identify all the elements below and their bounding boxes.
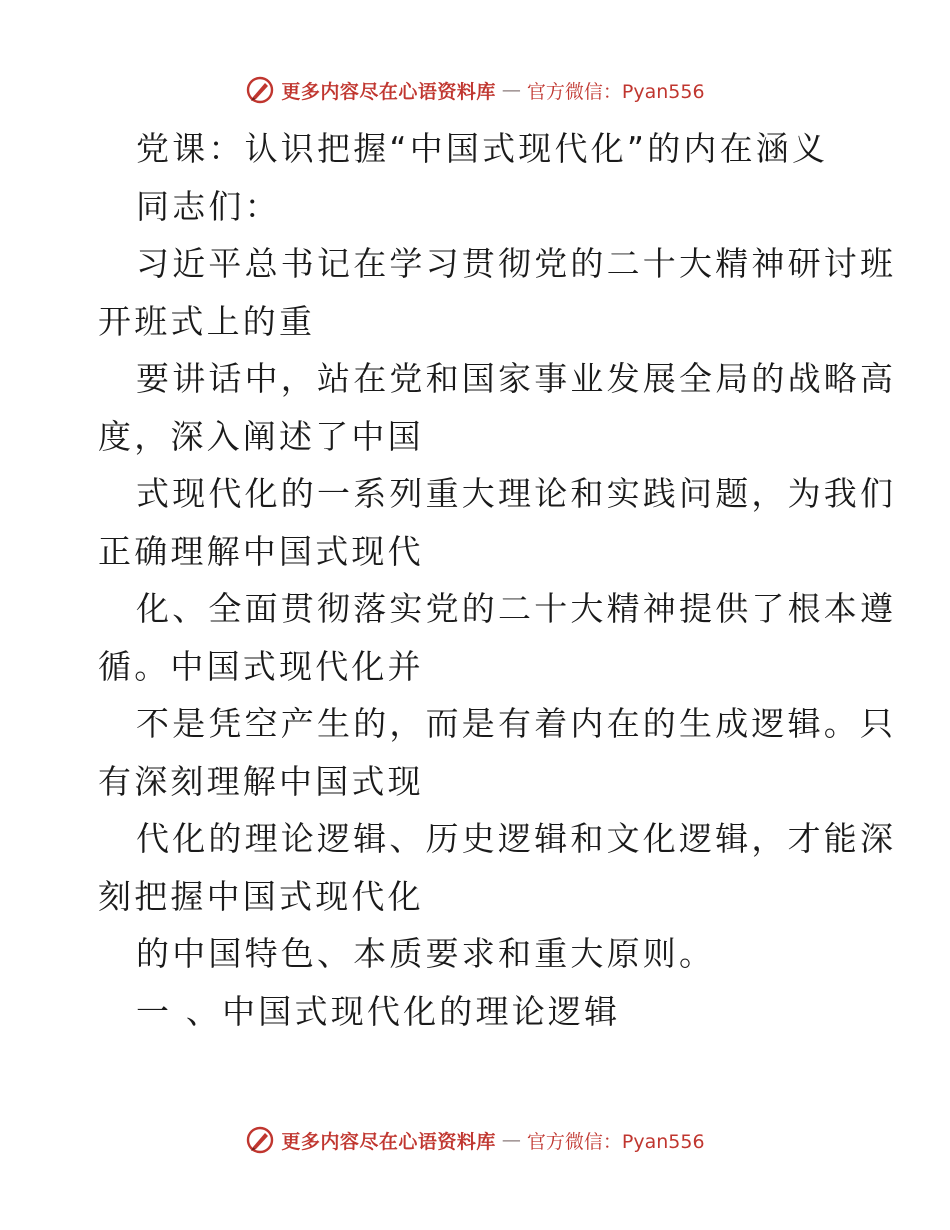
pen-logo-icon — [245, 75, 275, 105]
text-line: 式现代化的一系列重大理论和实践问题，为我们 — [136, 474, 897, 513]
text-line: 不是凭空产生的，而是有着内在的生成逻辑。只 — [136, 704, 897, 743]
text-line: 的中国特色、本质要求和重大原则。 — [136, 934, 716, 973]
text-line: 有深刻理解中国式现 — [98, 761, 424, 801]
watermark-separator: — — [501, 1129, 521, 1151]
text-line: 正确理解中国式现代 — [98, 531, 424, 571]
watermark-brand: 更多内容尽在心语资料库 — [281, 80, 496, 103]
text-line: 要讲话中，站在党和国家事业发展全局的战略高 — [136, 359, 897, 398]
document-title: 党课：认识把握“中国式现代化”的内在涵义 — [136, 129, 829, 168]
watermark-contact: 官方微信：Pyan556 — [526, 80, 705, 103]
watermark-contact: 官方微信：Pyan556 — [526, 1130, 705, 1153]
text-line: 刻把握中国式现代化 — [98, 876, 424, 916]
section-heading: 一 、中国式现代化的理论逻辑 — [136, 991, 621, 1031]
text-line: 度，深入阐述了中国 — [98, 416, 424, 456]
text-line: 代化的理论逻辑、历史逻辑和文化逻辑，才能深 — [136, 819, 897, 858]
pen-logo-icon — [245, 1125, 275, 1155]
document-body — [98, 120, 897, 1040]
text-line: 循。中国式现代化并 — [98, 646, 424, 686]
salutation: 同志们： — [136, 186, 281, 226]
text-line: 开班式上的重 — [98, 301, 316, 341]
watermark-brand: 更多内容尽在心语资料库 — [281, 1130, 496, 1153]
watermark-separator: — — [501, 79, 521, 101]
text-line: 化、全面贯彻落实党的二十大精神提供了根本遵 — [136, 589, 897, 628]
text-line: 习近平总书记在学习贯彻党的二十大精神研讨班 — [136, 244, 897, 283]
header-watermark — [0, 72, 950, 108]
footer-watermark — [0, 1122, 950, 1158]
